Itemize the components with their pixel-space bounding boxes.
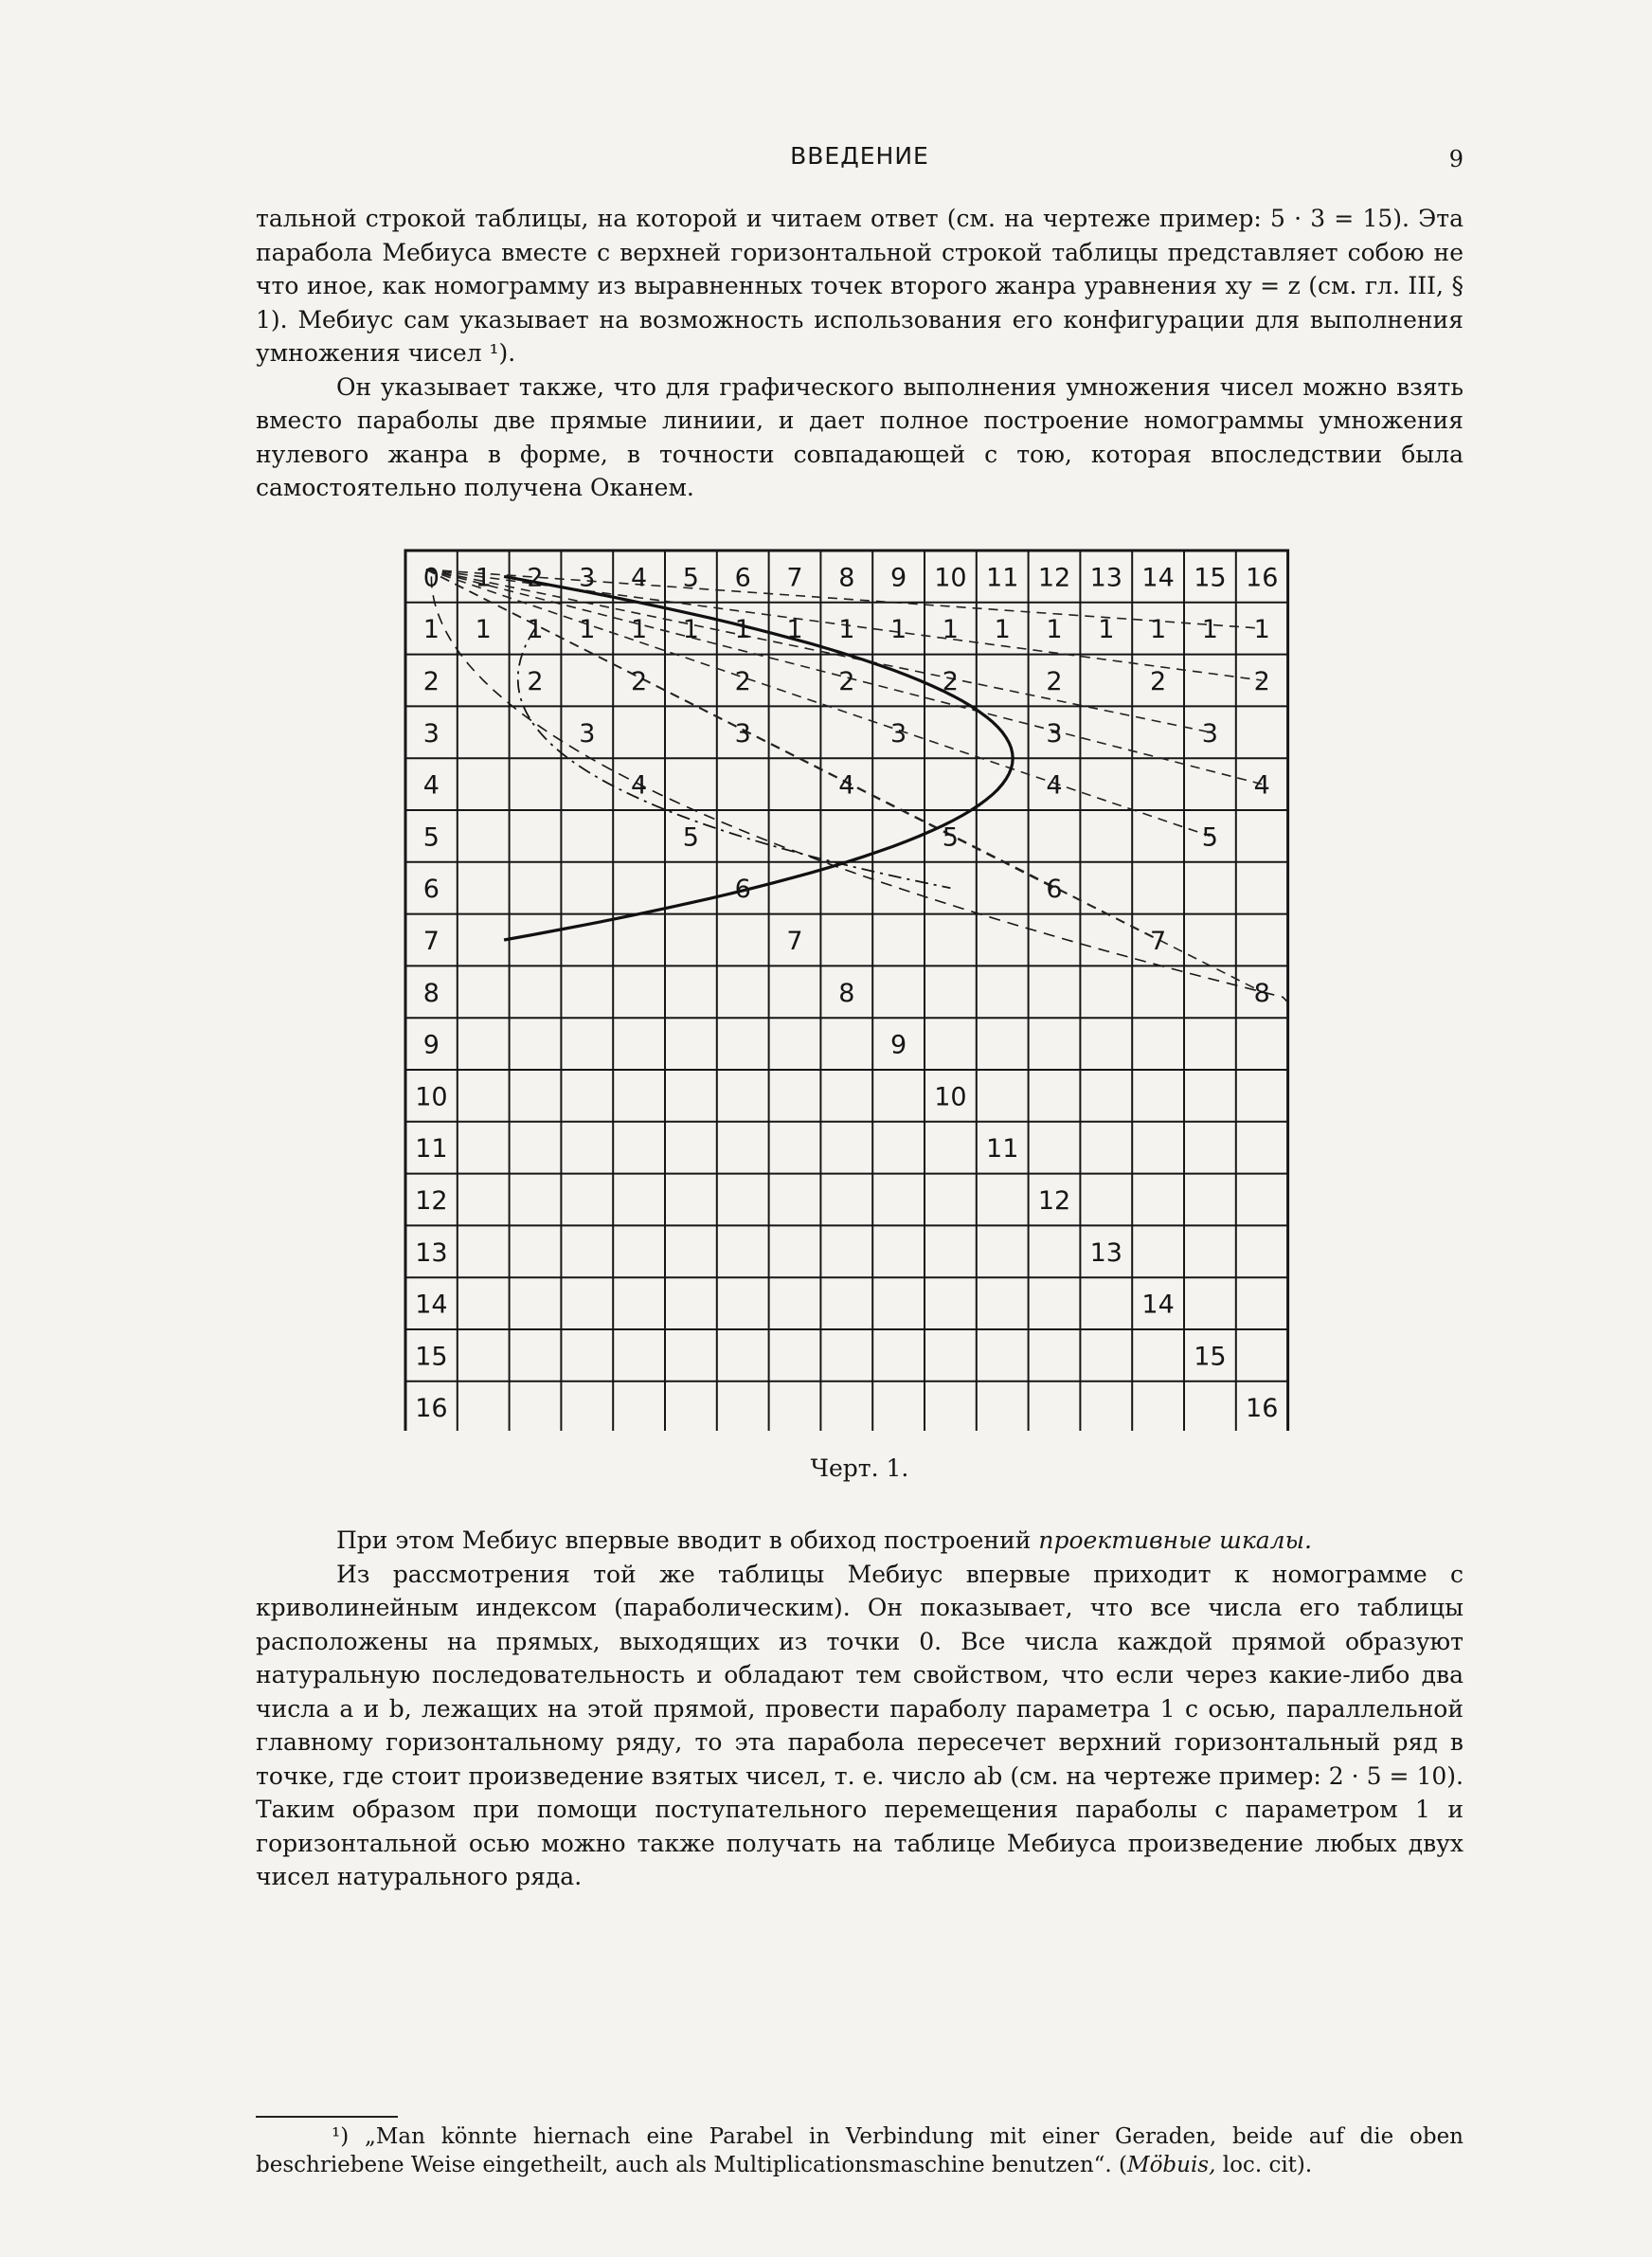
cell-number: 4 [1253, 770, 1270, 801]
top-text [256, 202, 1463, 505]
top-row-number: 10 [934, 563, 967, 593]
cell-number: 1 [1046, 615, 1063, 645]
cell-number: 1 [786, 615, 803, 645]
top-row-number: 0 [422, 563, 440, 593]
cell-number: 1 [1201, 615, 1218, 645]
cell-number: 1 [1253, 615, 1270, 645]
left-column-number: 3 [422, 718, 440, 749]
cell-number: 4 [1046, 770, 1063, 801]
left-column-number: 14 [415, 1290, 448, 1320]
cell-number: 1 [475, 615, 492, 645]
cell-number: 8 [838, 978, 855, 1008]
top-row-number: 11 [986, 563, 1019, 593]
page-header [256, 142, 1463, 184]
paragraph-projective-term: проективные шкалы. [1038, 1526, 1312, 1554]
cell-number: 7 [1150, 927, 1167, 956]
cell-number: 4 [631, 770, 648, 801]
top-row-number: 6 [734, 563, 751, 593]
cell-number: 1 [631, 615, 648, 645]
cell-number: 8 [1253, 978, 1270, 1008]
paragraph-parabolic-index: Из рассмотрения той же таблицы Мебиус впервые приходит к номограмме с криволинейным индексом (параболическим). Он показывает, что все числа его таблицы расположены на прямых, выходящих из точки 0. Все числа каждой прямой образуют натуральную последовательность и обладают тем свойством, что если через какие-либо два числа a и b, лежащих на этой прямой, провести параболу параметра 1 с осью, параллельной главному горизонтальному ряду, то эта парабола пересечет верхний горизонтальный ряд в точке, где стоит произведение взятых чисел, т. е. число ab (см. на чертеже пример: 2 · 5 = 10). Таким образом при помощи поступательного перемещения параболы с параметром 1 и горизонтальной осью можно также получать на таблице Мебиуса произведение любых двух чисел натурального ряда. [256, 1560, 1463, 1890]
cell-number: 12 [1037, 1186, 1071, 1216]
cell-number: 1 [890, 615, 907, 645]
mobius-table-figure [403, 548, 1293, 1431]
paragraph-continued: тальной строкой таблицы, на которой и читаем ответ (см. на чертеже пример: 5 · 3 = 15). Эта парабола Мебиуса вместе с верхней горизонтальной строкой таблицы представляет собою не что иное, как номограмму из выравненных точек второго жанра уравнения xy = z (см. гл. III, § 1). Мебиус сам указывает на возможность использования его конфигурации для выполнения умножения чисел ¹). [256, 205, 1463, 367]
top-row-number: 4 [631, 563, 648, 593]
paragraph-projective [256, 1524, 1463, 1558]
cell-number: 2 [734, 667, 751, 696]
cell-number: 3 [1046, 718, 1063, 749]
ray-line [426, 569, 1210, 836]
left-column-number: 10 [415, 1082, 448, 1112]
cell-number: 1 [942, 615, 959, 645]
left-column-number: 7 [422, 927, 440, 956]
cell-number: 2 [1150, 667, 1167, 696]
top-row-number: 12 [1037, 563, 1071, 593]
cell-number: 5 [1201, 822, 1218, 853]
footnote-rule [256, 2116, 398, 2118]
cell-number: 1 [838, 615, 855, 645]
top-row-number: 7 [786, 563, 803, 593]
cell-number: 16 [1246, 1394, 1279, 1424]
left-column-number: 5 [422, 822, 440, 853]
footnote-tail: loc. cit). [1215, 2153, 1313, 2177]
cell-number: 10 [934, 1082, 967, 1112]
cell-number: 3 [579, 718, 596, 749]
cell-number: 3 [1201, 718, 1218, 749]
top-row-number: 16 [1246, 563, 1279, 593]
cell-number: 1 [1150, 615, 1167, 645]
cell-number: 9 [890, 1030, 907, 1060]
cell-number: 1 [682, 615, 699, 645]
left-column-number: 2 [422, 667, 440, 696]
cell-number: 15 [1194, 1342, 1227, 1372]
left-column-number: 12 [415, 1186, 448, 1216]
left-column-number: 8 [422, 978, 440, 1008]
chapter-title: ВВЕДЕНИЕ [790, 142, 929, 170]
left-column-number: 9 [422, 1030, 440, 1060]
cell-number: 2 [942, 667, 959, 696]
footnote-text: ¹) „Man könnte hiernach eine Parabel in Verbindung mit einer Geraden, beide auf die oben beschriebene Weise eingetheilt, auch als Multiplicationsmaschine benutzen“. ( [256, 2124, 1463, 2177]
top-row-number: 9 [890, 563, 907, 593]
paragraph-okan: Он указывает также, что для графического выполнения умножения чисел можно взять вместо параболы две прямые линиии, и дает полное построение номограммы умножения нулевого жанра в форме, в точности совпадающей с тою, которая впоследствии была самостоятельно получена Оканем. [256, 372, 1463, 501]
cell-number: 1 [734, 615, 751, 645]
cell-number: 2 [1046, 667, 1063, 696]
page-number: 9 [1448, 146, 1463, 172]
cell-number: 14 [1141, 1290, 1175, 1320]
left-column-number: 6 [422, 875, 440, 905]
cell-number: 2 [1253, 667, 1270, 696]
left-column-number: 13 [415, 1237, 448, 1268]
top-row-number: 8 [838, 563, 855, 593]
cell-number: 13 [1089, 1237, 1122, 1268]
cell-number: 5 [942, 822, 959, 853]
cell-number: 5 [682, 822, 699, 853]
top-row-number: 14 [1141, 563, 1175, 593]
top-row-number: 1 [475, 563, 492, 593]
left-column-number: 1 [422, 615, 440, 645]
cell-number: 1 [994, 615, 1011, 645]
top-row-number: 15 [1194, 563, 1227, 593]
paragraph-projective-lead: При этом Мебиус впервые вводит в обиход построений [336, 1526, 1039, 1554]
cell-number: 2 [527, 667, 544, 696]
left-column-number: 11 [415, 1134, 448, 1165]
footnote [256, 2122, 1463, 2179]
top-row-number: 3 [579, 563, 596, 593]
cell-number: 1 [579, 615, 596, 645]
bottom-text [256, 1524, 1463, 1894]
cell-number: 6 [1046, 875, 1063, 905]
cell-number: 2 [838, 667, 855, 696]
cell-number: 1 [1098, 615, 1115, 645]
top-row-number: 13 [1089, 563, 1122, 593]
footnote-author: Möbuis, [1127, 2153, 1216, 2177]
cell-number: 2 [631, 667, 648, 696]
top-row-number: 2 [527, 563, 544, 593]
cell-number: 11 [986, 1134, 1019, 1165]
cell-number: 7 [786, 927, 803, 956]
cell-number: 6 [734, 875, 751, 905]
ray-line [426, 569, 1210, 732]
cell-number: 4 [838, 770, 855, 801]
cell-number: 3 [890, 718, 907, 749]
left-column-number: 4 [422, 770, 440, 801]
figure-caption: Черт. 1. [810, 1454, 909, 1482]
left-column-number: 15 [415, 1342, 448, 1372]
mobius-table [403, 548, 1293, 1431]
cell-number: 1 [527, 615, 544, 645]
cell-number: 3 [734, 718, 751, 749]
left-column-number: 16 [415, 1394, 448, 1424]
top-row-number: 5 [682, 563, 699, 593]
